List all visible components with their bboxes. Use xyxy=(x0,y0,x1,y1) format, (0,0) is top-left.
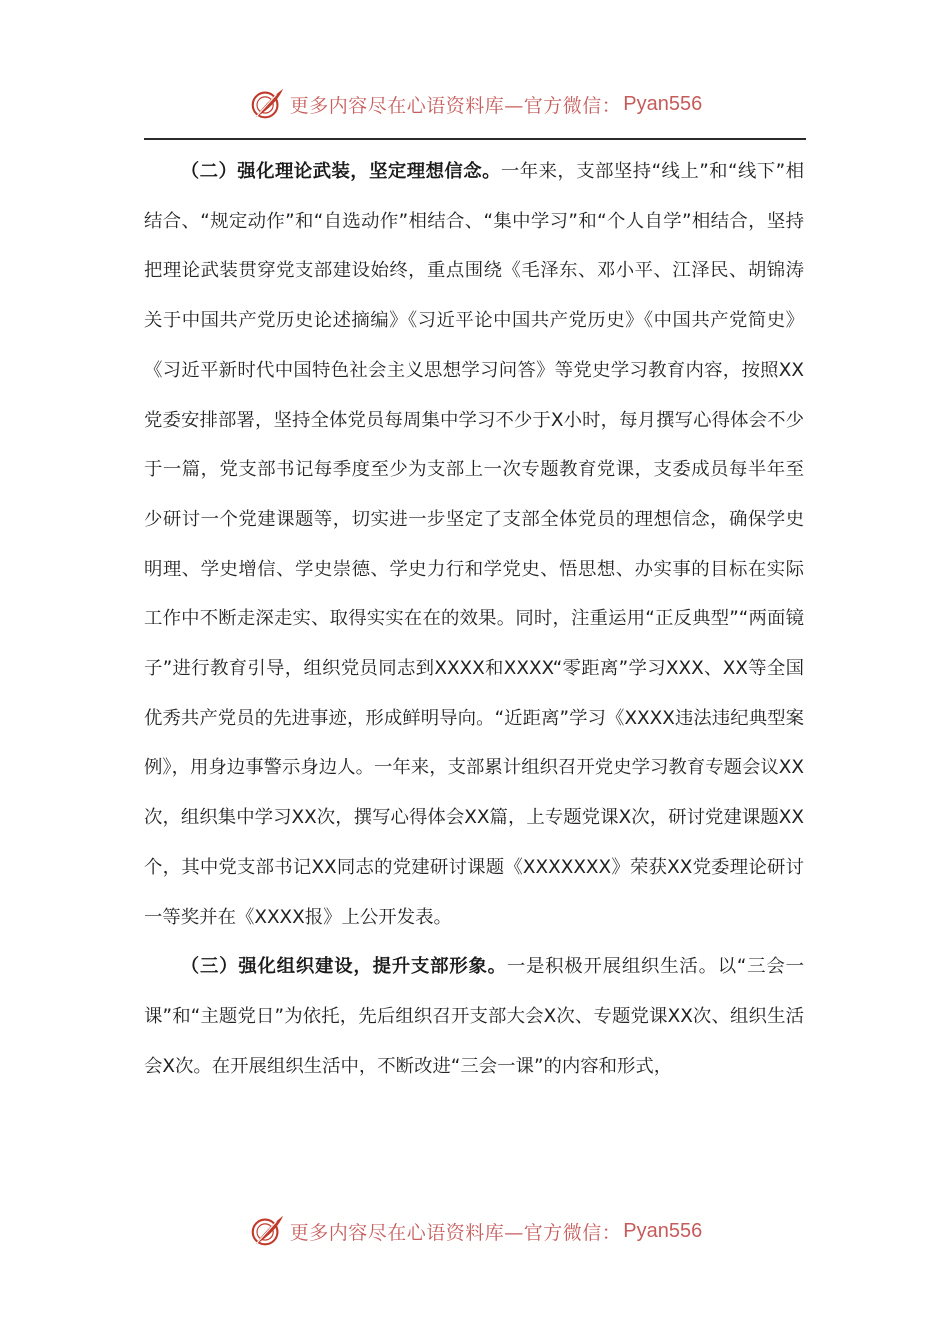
document-body xyxy=(144,147,804,1091)
paragraph-heading: （二）强化理论武装，坚定理想信念。 xyxy=(180,161,501,182)
footer-banner xyxy=(0,1211,950,1251)
paragraph-heading: （三）强化组织建设，提升支部形象。 xyxy=(180,956,507,978)
banner-slogan: 更多内容尽在心语资料库—官方微信： xyxy=(289,1221,622,1244)
quill-logo-icon xyxy=(248,1212,286,1250)
wechat-id: Pyan556 xyxy=(623,1219,703,1242)
paragraph-theory xyxy=(144,147,804,942)
paragraph-organization xyxy=(144,942,804,1091)
header-divider xyxy=(144,138,806,140)
quill-logo-icon xyxy=(248,85,286,123)
banner-slogan: 更多内容尽在心语资料库—官方微信： xyxy=(289,94,622,117)
paragraph-text: 一年来，支部坚持“线上”和“线下”相结合、“规定动作”和“自选动作”相结合、“集中学习”和“个人自学”相结合，坚持把理论武装贯穿党支部建设始终，重点围绕《毛泽东、邓小平、江泽民、胡锦涛关于中国共产党历史论述摘编》《习近平论中国共产党历史》《中国共产党简史》《习近平新时代中国特色社会主义思想学习问答》等党史学习教育内容，按照XX党委安排部署，坚持全体党员每周集中学习不少于X小时，每月撰写心得体会不少于一篇，党支部书记每季度至少为支部上一次专题教育党课，支委成员每半年至少研讨一个党建课题等，切实进一步坚定了支部全体党员的理想信念，确保学史明理、学史增信、学史崇德、学史力行和学党史、悟思想、办实事的目标在实际工作中不断走深走实、取得实实在在的效果。同时，注重运用“正反典型”“两面镜子”进行教育引导，组织党员同志到XXXX和XXXX“零距离”学习XXX、XX等全国优秀共产党员的先进事迹，形成鲜明导向。“近距离”学习《XXXX违法违纪典型案例》，用身边事警示身边人。一年来，支部累计组织召开党史学习教育专题会议XX次，组织集中学习XX次，撰写心得体会XX篇，上专题党课X次，研讨党建课题XX个，其中党支部书记XX同志的党建研讨课题《XXXXXXX》荣获XX党委理论研讨一等奖并在《XXXX报》上公开发表。 xyxy=(144,161,805,928)
paragraph-text: 一是积极开展组织生活。以“三会一课”和“主题党日”为依托，先后组织召开支部大会X次、专题党课XX次、组织生活会X次。在开展组织生活中，不断改进“三会一课”的内容和形式， xyxy=(144,956,804,1077)
header-banner xyxy=(0,84,950,124)
wechat-id: Pyan556 xyxy=(623,92,703,115)
